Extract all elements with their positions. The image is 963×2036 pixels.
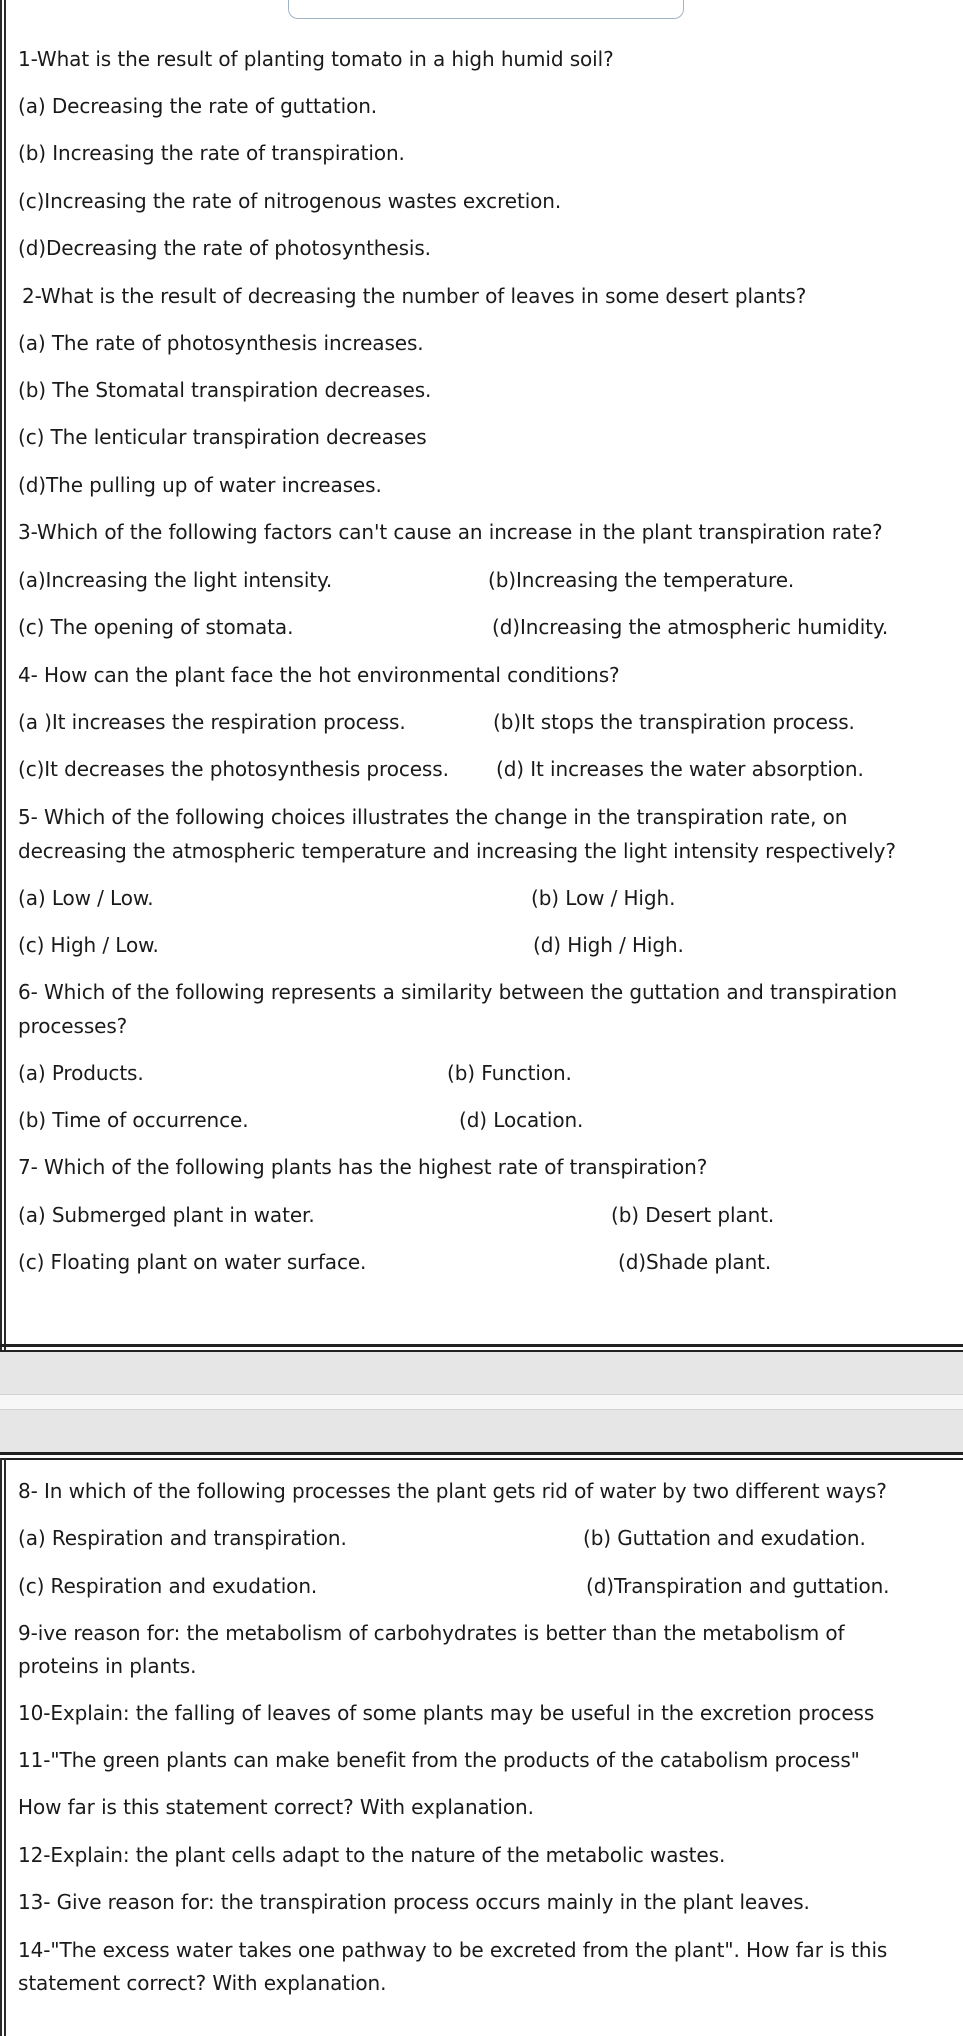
q8-option-b: (b) Guttation and exudation. xyxy=(583,1526,866,1550)
q8-option-d: (d)Transpiration and guttation. xyxy=(586,1574,890,1598)
q6-option-a: (a) Products. xyxy=(18,1061,144,1085)
question-1: 1-What is the result of planting tomato in a high humid soil? xyxy=(18,47,614,71)
q1-option-c: (c)Increasing the rate of nitrogenous wastes excretion. xyxy=(18,189,562,213)
q1-option-a: (a) Decreasing the rate of guttation. xyxy=(18,94,378,118)
q2-option-c: (c) The lenticular transpiration decreases xyxy=(18,425,427,449)
q4-option-a: (a )It increases the respiration process. xyxy=(18,710,406,734)
page-border-left xyxy=(0,1458,6,2036)
q4-option-c: (c)It decreases the photosynthesis process. xyxy=(18,757,449,781)
q7-option-d: (d)Shade plant. xyxy=(618,1250,772,1274)
q7-option-b: (b) Desert plant. xyxy=(611,1203,775,1227)
question-10: 10-Explain: the falling of leaves of some plants may be useful in the excretion process xyxy=(18,1701,875,1725)
q5-option-a: (a) Low / Low. xyxy=(18,886,154,910)
question-14-line-2: statement correct? With explanation. xyxy=(18,1971,387,1995)
question-6-line-1: 6- Which of the following represents a similarity between the guttation and transpiration xyxy=(18,980,898,1004)
q2-option-d: (d)The pulling up of water increases. xyxy=(18,473,382,497)
q5-option-d: (d) High / High. xyxy=(533,933,684,957)
page-border-bottom xyxy=(0,1344,963,1352)
q2-option-a: (a) The rate of photosynthesis increases. xyxy=(18,331,424,355)
question-4: 4- How can the plant face the hot environmental conditions? xyxy=(18,663,620,687)
question-6-line-2: processes? xyxy=(18,1014,128,1038)
question-11-line-2: How far is this statement correct? With explanation. xyxy=(18,1795,534,1819)
worksheet-page-2 xyxy=(0,1452,963,2036)
q4-option-d: (d) It increases the water absorption. xyxy=(496,757,864,781)
question-14-line-1: 14-"The excess water takes one pathway to be excreted from the plant". How far is this xyxy=(18,1938,888,1962)
question-13: 13- Give reason for: the transpiration process occurs mainly in the plant leaves. xyxy=(18,1890,810,1914)
q5-option-b: (b) Low / High. xyxy=(531,886,676,910)
q5-option-c: (c) High / Low. xyxy=(18,933,159,957)
question-5-line-1: 5- Which of the following choices illustrates the change in the transpiration rate, on xyxy=(18,805,848,829)
header-box xyxy=(288,0,684,19)
question-11-line-1: 11-"The green plants can make benefit from the products of the catabolism process" xyxy=(18,1748,860,1772)
question-9-line-1: 9-ive reason for: the metabolism of carbohydrates is better than the metabolism of xyxy=(18,1621,845,1645)
q3-option-b: (b)Increasing the temperature. xyxy=(488,568,795,592)
q3-option-d: (d)Increasing the atmospheric humidity. xyxy=(492,615,889,639)
page-border-top xyxy=(0,1452,963,1460)
page-border-left xyxy=(0,0,6,1352)
page-gap xyxy=(0,1352,963,1452)
q8-option-c: (c) Respiration and exudation. xyxy=(18,1574,318,1598)
question-9-line-2: proteins in plants. xyxy=(18,1654,197,1678)
question-5-line-2: decreasing the atmospheric temperature and increasing the light intensity respectively? xyxy=(18,839,896,863)
q7-option-c: (c) Floating plant on water surface. xyxy=(18,1250,367,1274)
q6-option-b: (b) Function. xyxy=(447,1061,572,1085)
q3-option-c: (c) The opening of stomata. xyxy=(18,615,294,639)
question-8: 8- In which of the following processes the plant gets rid of water by two different ways? xyxy=(18,1479,887,1503)
q1-option-b: (b) Increasing the rate of transpiration. xyxy=(18,141,405,165)
question-12: 12-Explain: the plant cells adapt to the nature of the metabolic wastes. xyxy=(18,1843,726,1867)
question-3: 3-Which of the following factors can't cause an increase in the plant transpiration rate? xyxy=(18,520,883,544)
q1-option-d: (d)Decreasing the rate of photosynthesis. xyxy=(18,236,431,260)
q6-option-d: (d) Location. xyxy=(459,1108,584,1132)
page-gap-stripe xyxy=(0,1394,963,1410)
question-7: 7- Which of the following plants has the highest rate of transpiration? xyxy=(18,1155,708,1179)
q8-option-a: (a) Respiration and transpiration. xyxy=(18,1526,347,1550)
q7-option-a: (a) Submerged plant in water. xyxy=(18,1203,315,1227)
question-2: 2-What is the result of decreasing the number of leaves in some desert plants? xyxy=(22,284,807,308)
q3-option-a: (a)Increasing the light intensity. xyxy=(18,568,333,592)
q4-option-b: (b)It stops the transpiration process. xyxy=(493,710,855,734)
q2-option-b: (b) The Stomatal transpiration decreases. xyxy=(18,378,432,402)
q6-option-c: (b) Time of occurrence. xyxy=(18,1108,249,1132)
